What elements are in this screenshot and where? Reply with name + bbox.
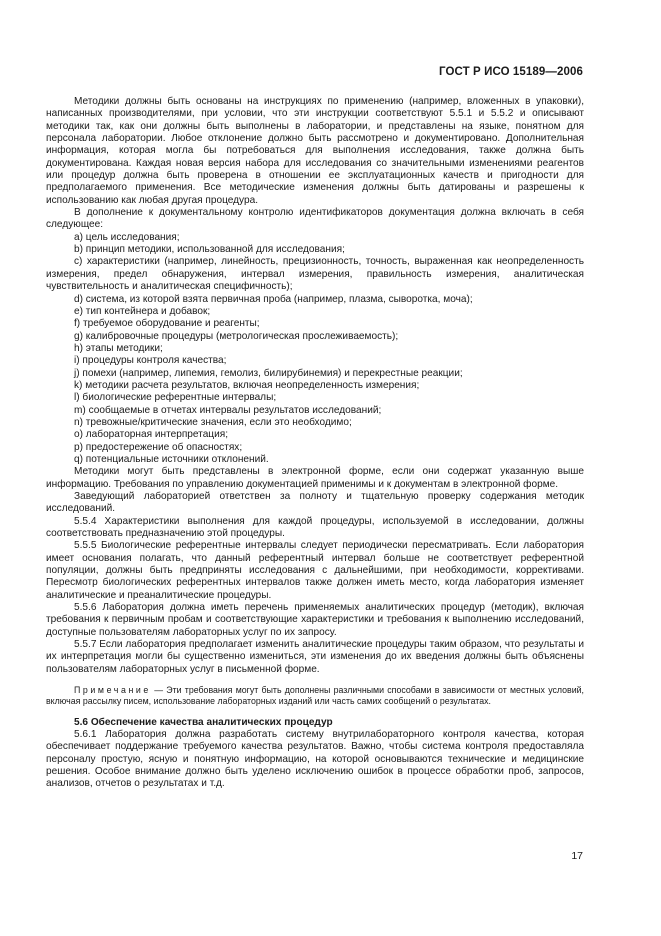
clause-5-5-5: 5.5.5 Биологические референтные интервалы следует периодически пересматривать. Если лаборатория имеет основания полагать, что данный референтный интервал больше не соответствует референтной популяции, должны быть предприняты исследования с дальнейшими, при необходимости, коррективами. Пересмотр биологических референтных интервалов также должен иметь место, когда лаборатория изменяет аналитические и преаналитические процедуры. [46,540,584,601]
list-item: i) процедуры контроля качества; [74,355,227,367]
page-body [46,96,584,791]
list-item: k) методики расчета результатов, включая неопределенность измерения; [74,379,420,391]
note-lead: Примечание [74,685,151,696]
clause-5-6-1: 5.6.1 Лаборатория должна разработать систему внутрилабораторного контроля качества, которая обеспечивает поддержание требуемого качества результатов. Важно, чтобы система контроля предоставляла персоналу простую, ясную и понятную информацию, на которой основываются технические и медицинские решения. Особое внимание должно быть уделено исключению ошибок в процессе обработки проб, запросов, анализов, отчетов о результатах и т.д. [46,728,584,790]
list-item: h) этапы методики; [74,342,163,354]
clause-5-5-4: 5.5.4 Характеристики выполнения для каждой процедуры, используемой в исследовании, должны соответствовать предназначению этой процедуры. [46,515,584,540]
page-number: 17 [571,850,583,862]
list-item: e) тип контейнера и добавок; [74,305,211,317]
list-item: l) биологические референтные интервалы; [74,392,277,404]
list-item: a) цель исследования; [74,231,180,243]
list-item: m) сообщаемые в отчетах интервалы результатов исследований; [74,404,382,416]
list-item: p) предостережение об опасностях; [74,441,243,453]
clause-5-5-6: 5.5.6 Лаборатория должна иметь перечень применяемых аналитических процедур (методик), включая требования к первичным пробам и соответствующие характеристики и требования к выполнению исследований, доступные пользователям лабораторных услуг по их запросу. [46,602,584,638]
list-item: g) калибровочные процедуры (метрологическая прослеживаемость); [74,330,399,342]
note-text: — Эти требования могут быть дополнены различными способами в зависимости от местных условий, включая рассылку писем, использование лабораторных изданий или часть самих сообщений о результатах. [46,685,584,707]
paragraph: В дополнение к документальному контролю идентификаторов документация должна включать в себя следующее: [46,207,584,231]
list-item: f) требуемое оборудование и реагенты; [74,318,260,330]
list-item: d) система, из которой взята первичная проба (например, плазма, сыворотка, моча); [74,293,473,305]
note [46,685,584,707]
document-header: ГОСТ Р ИСО 15189—2006 [438,66,583,78]
list-item: o) лабораторная интерпретация; [74,429,228,441]
list-item: b) принцип методики, использованной для исследования; [74,244,345,256]
clause-5-5-7: 5.5.7 Если лаборатория предполагает изменить аналитические процедуры таким образом, что результаты и их интерпретация могли бы существенно измениться, эти изменения до их введения должны быть объяснены пользователям лабораторных услуг в письменной форме. [46,639,584,675]
list-item: n) тревожные/критические значения, если это необходимо; [74,416,352,428]
paragraph: Заведующий лабораторией ответствен за полноту и тщательную проверку содержания методик исследований. [46,491,584,515]
paragraph: Методики могут быть представлены в электронной форме, если они содержат указанную выше информацию. Требования по управлению документацией применимы и к документам в электронной форме. [46,466,584,490]
list-item: j) помехи (например, липемия, гемолиз, билирубинемия) и перекрестные реакции; [74,367,463,379]
section-heading: 5.6 Обеспечение качества аналитических процедур [74,716,333,728]
list-item: q) потенциальные источники отклонений. [74,453,269,465]
list-item: c) характеристики (например, линейность, прецизионность, точность, выраженная как неопределенность измерения, предел обнаружения, интервал измерения, правильность измерения, аналитическая чувствительность и аналитическая специфичность); [46,256,584,293]
paragraph: Методики должны быть основаны на инструкциях по применению (например, вложенных в упаковки), написанных производителями, при условии, что эти инструкции соответствуют 5.5.1 и 5.5.2 и описывают методики так, как они должны быть выполнены в лаборатории, и представлены на языке, понятном для персонала лаборатории. Любое отклонение должно быть рассмотрено и документировано. Дополнительная информация, которая могла бы потребоваться для выполнения исследования, также должна быть документирована. Каждая новая версия набора для исследования со значительными изменениями реагентов или процедур должна быть проверена в отношении ее эксплуатационных качеств и пригодности для предполагаемого применения. Все методические изменения должны быть датированы и разрешены к использованию как любая другая процедура. [46,96,584,206]
